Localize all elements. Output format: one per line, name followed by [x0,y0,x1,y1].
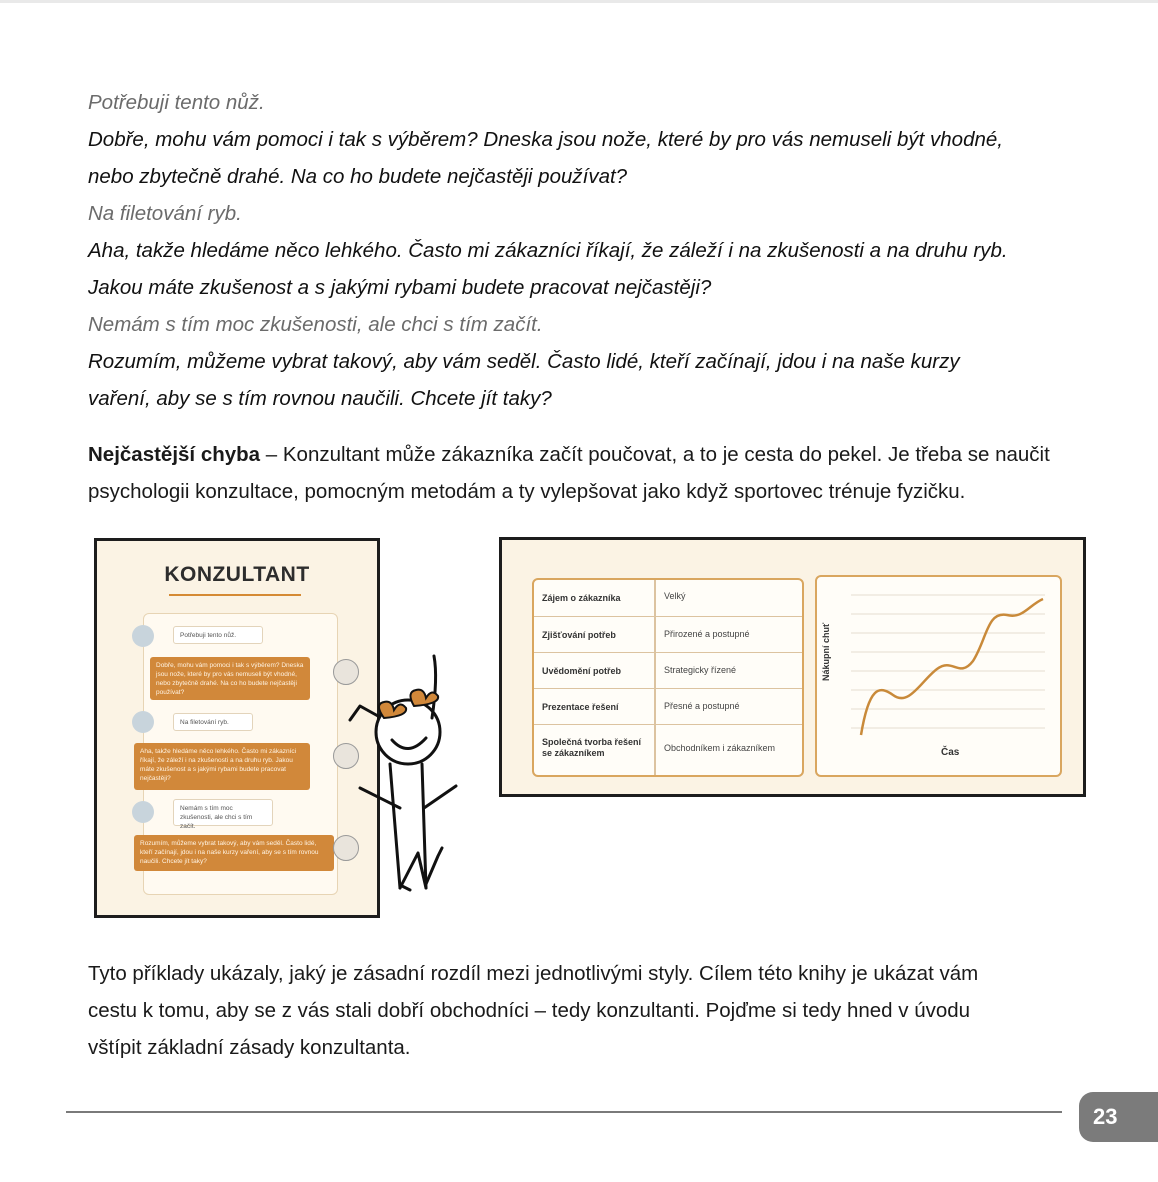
chat-bubble-customer: Potřebuji tento nůž. [173,626,263,644]
consultant-table [532,578,804,777]
footer-rule [66,1111,1062,1113]
chart-x-axis-label: Čas [941,747,960,758]
dialog-line-consultant: nebo zbytečně drahé. Na co ho budete nejčastěji používat? [88,165,628,188]
table-key: Společná tvorba řešení se zákazníkem [542,737,642,758]
customer-avatar-icon [132,711,154,733]
title-underline [169,594,301,596]
mistake-heading: Nejčastější chyba [88,443,261,466]
table-key: Uvědomění potřeb [542,666,622,676]
chat-bubble-customer: Nemám s tím moc zkušenosti, ale chci s tím začít. [173,799,273,826]
mistake-paragraph [88,436,1098,473]
chart-plot [817,577,1060,775]
chat-bubble-customer: Na filetování ryb. [173,713,253,731]
dialog-line-consultant: Jakou máte zkušenost a s jakými rybami budete pracovat nejčastěji? [88,276,712,299]
closing-line: Tyto příklady ukázaly, jaký je zásadní rozdíl mezi jednotlivými styly. Cílem této knihy je ukázat vám [88,962,979,985]
dialog-line-consultant: Rozumím, můžeme vybrat takový, aby vám seděl. Často lidé, kteří začínají, jdou i na naše kurzy [88,350,960,373]
table-value: Strategicky řízené [664,665,737,675]
table-key: Prezentace řešení [542,702,619,712]
table-value: Přirozené a postupné [664,629,750,639]
mistake-text-line1: – Konzultant může zákazníka začít poučovat, a to je cesta do pekel. Je třeba se naučit [260,443,1050,466]
table-key: Zájem o zákazníka [542,593,621,603]
dialog-line-customer: Na filetování ryb. [88,202,242,225]
dialog-line-consultant: vaření, aby se s tím rovnou naučili. Chcete jít taky? [88,387,552,410]
table-row [534,652,802,689]
table-row [534,688,802,725]
table-row [534,580,802,616]
page-number: 23 [1079,1092,1158,1142]
chart-y-axis-label: Nákupní chuť [821,622,831,681]
sales-dialog [88,84,1098,417]
table-value: Velký [664,591,686,601]
customer-avatar-icon [132,801,154,823]
table-row [534,724,802,776]
dialog-line-customer: Nemám s tím moc zkušenosti, ale chci s tím začít. [88,313,543,336]
table-value: Přesné a postupné [664,701,740,711]
table-value: Obchodníkem i zákazníkem [664,743,776,753]
card-title: KONZULTANT [164,563,310,586]
table-key: Zjišťování potřeb [542,630,616,640]
comparison-card [499,537,1086,797]
customer-avatar-icon [132,625,154,647]
chat-bubble-consultant: Aha, takže hledáme něco lehkého. Často mi zákazníci říkají, že záleží i na zkušenosti a na druhu ryb. Jakou máte zkušenost a s jakými rybami budete pracovat nejčastěji? [134,743,310,790]
closing-line: vštípit základní zásady konzultanta. [88,1036,411,1059]
chat-bubble-consultant: Dobře, mohu vám pomoci i tak s výběrem? Dneska jsou nože, které by pro vás nemuseli být vhodné, nebo zbytečně drahé. Na co ho budete nejčastěji používat? [150,657,310,700]
dialog-line-consultant: Dobře, mohu vám pomoci i tak s výběrem? Dneska jsou nože, které by pro vás nemuseli být vhodné, [88,128,1003,151]
dialog-line-consultant: Aha, takže hledáme něco lehkého. Často mi zákazníci říkají, že záleží i na zkušenosti a na druhu ryb. [88,239,1008,262]
top-edge-line [0,0,1158,3]
purchase-desire-chart [815,575,1062,777]
chat-bubble-consultant: Rozumím, můžeme vybrat takový, aby vám seděl. Často lidé, kteří začínají, jdou i na naše kurzy vaření, aby se s tím rovnou naučili. Chcete jít taky? [134,835,334,871]
mistake-text-line2: psychologii konzultace, pomocným metodám a ty vylepšovat jako když sportovec trénuje fyzičku. [88,480,966,503]
table-row [534,616,802,653]
dialog-line-customer: Potřebuji tento nůž. [88,91,265,114]
closing-line: cestu k tomu, aby se z vás stali dobří obchodníci – tedy konzultanti. Pojďme si tedy hned v úvodu [88,999,971,1022]
